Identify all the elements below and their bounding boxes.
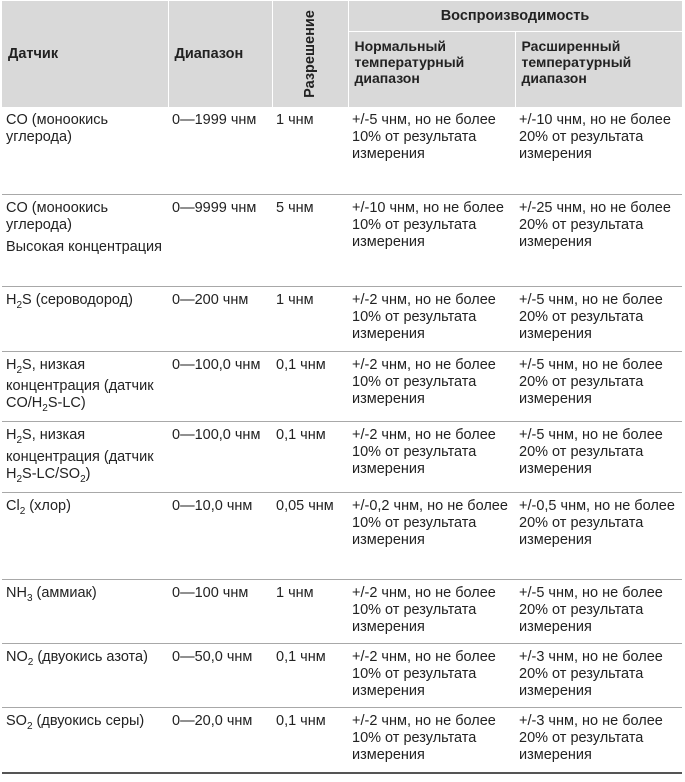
- subscript: 2: [42, 403, 48, 415]
- sensor-cell: [2, 286, 168, 351]
- extended-cell: +/-0,5 чнм, но не более 20% от результата измерения: [515, 493, 682, 580]
- normal-cell: +/-5 чнм, но не более 10% от результата измерения: [348, 107, 515, 194]
- subscript: 2: [19, 505, 26, 517]
- table-row: [2, 194, 682, 286]
- sensor-cell: CO (моноокись углерода): [2, 107, 168, 194]
- subscript: 2: [16, 435, 23, 447]
- sensor-note: Высокая концентрация: [6, 238, 162, 255]
- table-row: [2, 580, 682, 644]
- table-row: [2, 422, 682, 493]
- range-cell: 0—200 чнм: [168, 286, 272, 351]
- subscript: 2: [16, 474, 23, 486]
- header-sensor: Датчик: [2, 1, 168, 108]
- range-cell: 0—9999 чнм: [168, 194, 272, 286]
- sensor-text: NH: [6, 585, 27, 602]
- subscript: 2: [26, 720, 33, 732]
- normal-cell: +/-2 чнм, но не более 10% от результата измерения: [348, 708, 515, 773]
- extended-cell: +/-3 чнм, но не более 20% от результата измерения: [515, 708, 682, 773]
- table-row: [2, 708, 682, 773]
- normal-cell: +/-2 чнм, но не более 10% от результата измерения: [348, 422, 515, 493]
- sensor-text: S-LC): [47, 395, 86, 412]
- range-cell: 0—20,0 чнм: [168, 708, 272, 773]
- extended-cell: +/-5 чнм, но не более 20% от результата измерения: [515, 580, 682, 644]
- sensor-cell: [2, 708, 168, 773]
- sensor-text: (датчик CO/H: [6, 378, 154, 412]
- sensor-text: H: [6, 427, 17, 444]
- normal-cell: +/-2 чнм, но не более 10% от результата измерения: [348, 351, 515, 422]
- resolution-cell: 0,1 чнм: [272, 644, 348, 708]
- resolution-cell: 5 чнм: [272, 194, 348, 286]
- sensor-text: SO: [6, 713, 27, 730]
- subscript: 2: [16, 364, 23, 376]
- resolution-cell: 1 чнм: [272, 580, 348, 644]
- sensor-text: H: [6, 356, 17, 373]
- resolution-cell: 0,1 чнм: [272, 708, 348, 773]
- sensor-text: NO: [6, 649, 28, 666]
- range-cell: 0—50,0 чнм: [168, 644, 272, 708]
- extended-cell: +/-25 чнм, но не более 20% от результата измерения: [515, 194, 682, 286]
- table-row: [2, 286, 682, 351]
- table-row: [2, 351, 682, 422]
- header-resolution-label: Разрешение: [302, 10, 318, 98]
- sensor-text: Cl: [6, 498, 20, 515]
- range-cell: 0—100,0 чнм: [168, 422, 272, 493]
- range-cell: 0—10,0 чнм: [168, 493, 272, 580]
- table-row: [2, 493, 682, 580]
- resolution-cell: 1 чнм: [272, 286, 348, 351]
- extended-cell: +/-10 чнм, но не более 20% от результата измерения: [515, 107, 682, 194]
- range-cell: 0—100 чнм: [168, 580, 272, 644]
- sensor-name: CO (моноокись углерода): [6, 199, 109, 233]
- extended-cell: +/-5 чнм, но не более 20% от результата измерения: [515, 422, 682, 493]
- header-range: Диапазон: [168, 1, 272, 108]
- normal-cell: +/-0,2 чнм, но не более 10% от результата измерения: [348, 493, 515, 580]
- header-reproducibility: Воспроизводимость: [348, 1, 682, 32]
- sensor-cell: [2, 422, 168, 493]
- extended-cell: +/-5 чнм, но не более 20% от результата измерения: [515, 286, 682, 351]
- sensor-cell: [2, 580, 168, 644]
- sensor-cell: [2, 493, 168, 580]
- sensor-text: (аммиак): [32, 585, 97, 602]
- sensor-text: (хлор): [25, 498, 71, 515]
- subscript: 2: [27, 656, 34, 668]
- sensor-text: H: [6, 291, 17, 308]
- resolution-cell: 0,1 чнм: [272, 351, 348, 422]
- subscript: 2: [16, 299, 23, 311]
- resolution-cell: 0,05 чнм: [272, 493, 348, 580]
- normal-cell: +/-2 чнм, но не более 10% от результата измерения: [348, 580, 515, 644]
- subscript: 3: [26, 592, 33, 604]
- sensor-text: (двуокись азота): [33, 649, 148, 666]
- sensor-text: S, низкая концентрация: [6, 356, 100, 395]
- header-extended-range: Расширенный температурный диапазон: [515, 32, 682, 108]
- header-resolution: [272, 1, 348, 108]
- sensor-text: S-LC/SO: [22, 466, 81, 483]
- sensor-cell: [2, 644, 168, 708]
- sensor-spec-table: [2, 0, 683, 774]
- sensor-text: ): [85, 466, 91, 483]
- subscript: 2: [80, 474, 86, 486]
- normal-cell: +/-2 чнм, но не более 10% от результата измерения: [348, 286, 515, 351]
- sensor-text: S, низкая концентрация: [6, 427, 100, 466]
- header-normal-range: Нормальный температурный диапазон: [348, 32, 515, 108]
- normal-cell: +/-10 чнм, но не более 10% от результата измерения: [348, 194, 515, 286]
- resolution-cell: 0,1 чнм: [272, 422, 348, 493]
- table-row: [2, 644, 682, 708]
- table-row: [2, 107, 682, 194]
- extended-cell: +/-3 чнм, но не более 20% от результата измерения: [515, 644, 682, 708]
- resolution-cell: 1 чнм: [272, 107, 348, 194]
- sensor-cell: [2, 194, 168, 286]
- sensor-text: (датчик H: [6, 449, 154, 483]
- extended-cell: +/-5 чнм, но не более 20% от результата измерения: [515, 351, 682, 422]
- sensor-cell: [2, 351, 168, 422]
- sensor-text: S (сероводород): [22, 291, 133, 308]
- range-cell: 0—1999 чнм: [168, 107, 272, 194]
- range-cell: 0—100,0 чнм: [168, 351, 272, 422]
- sensor-text: (двуокись серы): [32, 713, 145, 730]
- normal-cell: +/-2 чнм, но не более 10% от результата измерения: [348, 644, 515, 708]
